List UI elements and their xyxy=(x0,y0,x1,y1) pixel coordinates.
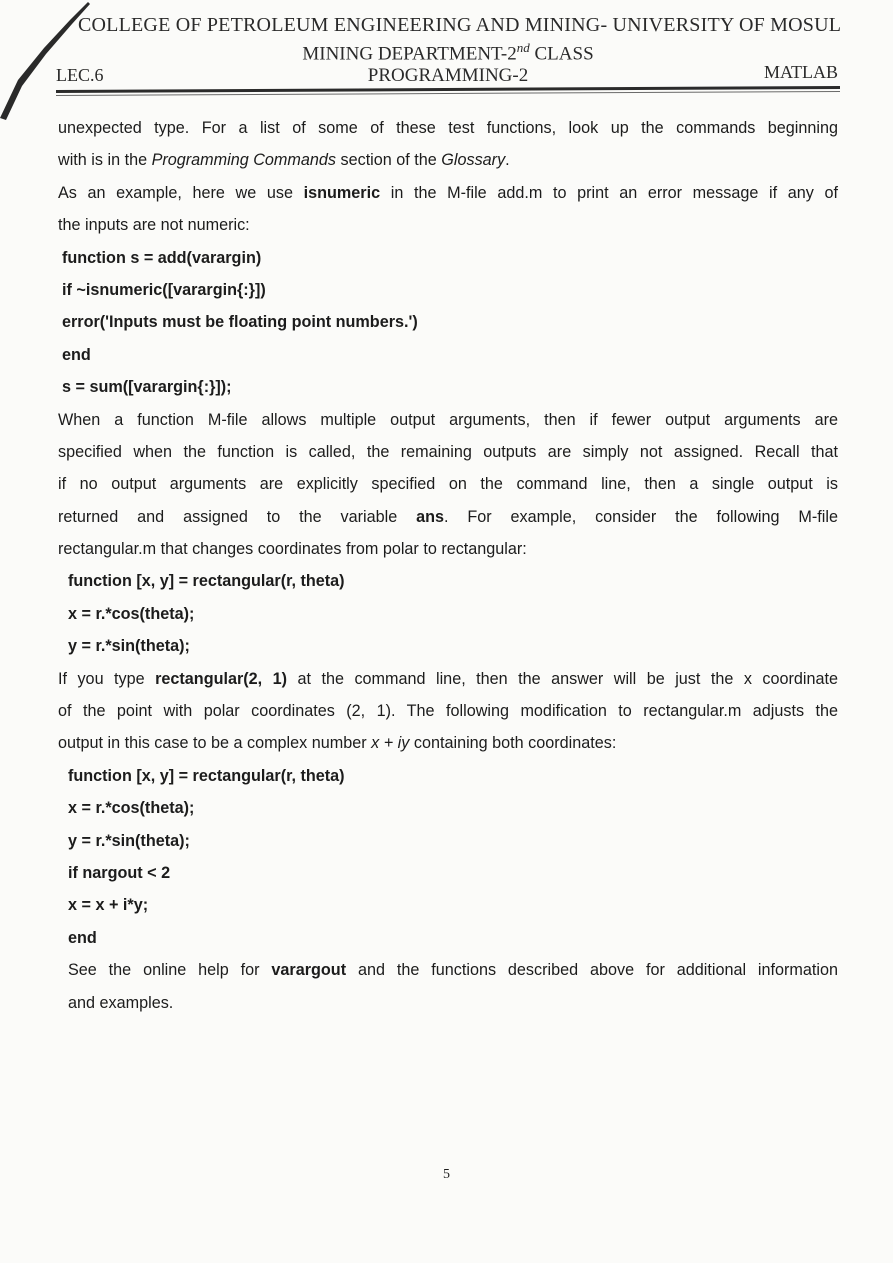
header-subject: MATLAB xyxy=(763,62,838,82)
paragraph-line: When a function M-file allows multiple output arguments, then if fewer output arguments are xyxy=(58,410,838,429)
paragraph-line: and examples. xyxy=(68,993,174,1012)
header-lecture: LEC.6 xyxy=(56,65,104,85)
paragraph-line: returned and assigned to the variable ans. For example, consider the following M-file xyxy=(58,507,838,526)
code-line: error('Inputs must be floating point numbers.') xyxy=(62,313,418,332)
code-line: function s = add(varargin) xyxy=(62,248,262,267)
code-line: x = x + i*y; xyxy=(68,896,149,915)
code-line: if ~isnumeric([varargin{:}]) xyxy=(62,280,266,299)
paragraph-line: As an example, here we use isnumeric in the M-file add.m to print an error message if any of xyxy=(58,183,838,202)
page-number: 5 xyxy=(443,1167,450,1182)
code-line: end xyxy=(68,928,97,947)
code-line: function [x, y] = rectangular(r, theta) xyxy=(68,766,345,785)
paragraph-line: of the point with polar coordinates (2, 1). The following modification to rectangular.m adjusts the xyxy=(58,702,838,721)
code-line: end xyxy=(62,345,91,364)
code-line: s = sum([varargin{:}]); xyxy=(62,378,232,397)
header-department: MINING DEPARTMENT-2nd CLASS xyxy=(302,40,594,65)
paragraph-line: If you type rectangular(2, 1) at the command line, then the answer will be just the x coordinate xyxy=(58,669,838,688)
paragraph-line: rectangular.m that changes coordinates from polar to rectangular: xyxy=(58,540,527,559)
paragraph-line: specified when the function is called, the remaining outputs are simply not assigned. Recall that xyxy=(58,442,838,461)
header-course: PROGRAMMING-2 xyxy=(367,65,529,86)
code-line: function [x, y] = rectangular(r, theta) xyxy=(68,572,345,591)
page-content xyxy=(58,112,838,1019)
paragraph-line: the inputs are not numeric: xyxy=(58,216,250,235)
header-institution: COLLEGE OF PETROLEUM ENGINEERING AND MINING- UNIVERSITY OF MOSUL xyxy=(78,14,842,36)
paragraph-line: unexpected type. For a list of some of these test functions, look up the commands beginning xyxy=(58,119,838,137)
code-line: x = r.*cos(theta); xyxy=(68,604,195,623)
code-line: if nargout < 2 xyxy=(68,863,171,882)
paragraph-line: See the online help for varargout and the functions described above for additional information xyxy=(68,961,839,980)
code-line: y = r.*sin(theta); xyxy=(68,637,190,656)
code-line: x = r.*cos(theta); xyxy=(68,799,195,818)
code-line: y = r.*sin(theta); xyxy=(68,831,190,850)
paragraph-line: with is in the Programming Commands section of the Glossary. xyxy=(58,151,510,170)
paragraph-line: if no output arguments are explicitly specified on the command line, then a single output is xyxy=(58,475,838,494)
paragraph-line: output in this case to be a complex number x + iy containing both coordinates: xyxy=(58,734,617,753)
